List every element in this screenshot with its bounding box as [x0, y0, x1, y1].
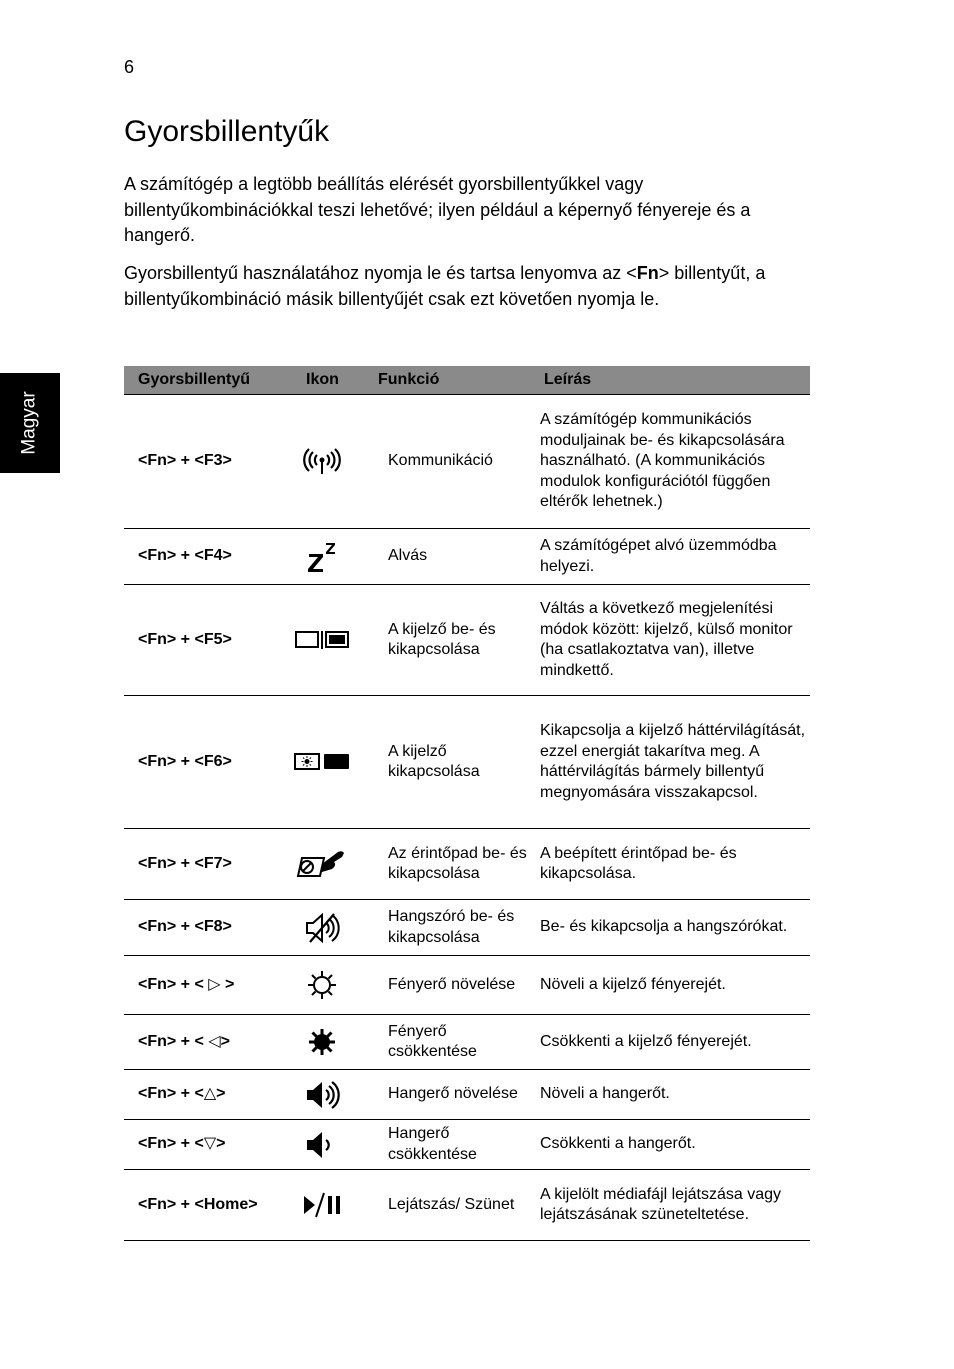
hotkey-cell: <Fn> + < ▷ > [124, 956, 284, 1015]
instruction-text-after: > billentyűt, a billentyűkombináció másik billentyűjét csak ezt követően nyomja le. [124, 263, 766, 309]
function-cell: A kijelző kikapcsolása [364, 696, 530, 829]
hotkey-cell: <Fn> + <F8> [124, 900, 284, 956]
description-cell: A kijelölt médiafájl lejátszása vagy lejátszásának szüneteltetése. [530, 1170, 810, 1241]
intro-paragraph: A számítógép a legtöbb beállítás elérését gyorsbillentyűkkel vagy billentyűkombinációkkal teszi lehetővé; ilyen például a képernyő fényereje és a hangerő. [124, 174, 751, 245]
page-number: 6 [124, 57, 135, 77]
display-toggle-icon [284, 585, 364, 696]
function-cell: Az érintőpad be- és kikapcsolása [364, 829, 530, 900]
table-row [124, 529, 810, 585]
table-row [124, 1120, 810, 1170]
description-cell: A számítógépet alvó üzemmódba helyezi. [530, 529, 810, 585]
table-row [124, 900, 810, 956]
table-row [124, 1015, 810, 1070]
description-cell: Váltás a következő megjelenítési módok között: kijelző, külső monitor (ha csatlakoztatva van), illetve mindkettő. [530, 585, 810, 696]
touchpad-toggle-icon [284, 829, 364, 900]
header-description: Leírás [530, 366, 810, 395]
description-cell: Csökkenti a hangerőt. [530, 1120, 810, 1170]
table-row [124, 956, 810, 1015]
page-title: Gyorsbillentyűk [124, 115, 330, 148]
volume-up-icon [284, 1070, 364, 1120]
brightness-down-icon [284, 1015, 364, 1070]
volume-down-icon [284, 1120, 364, 1170]
hotkey-cell: <Fn> + <△> [124, 1070, 284, 1120]
table-row [124, 829, 810, 900]
function-cell: Fényerő csökkentése [364, 1015, 530, 1070]
description-cell: Csökkenti a kijelző fényerejét. [530, 1015, 810, 1070]
function-cell: Hangerő növelése [364, 1070, 530, 1120]
hotkey-cell: <Fn> + < ◁> [124, 1015, 284, 1070]
function-cell: Fényerő növelése [364, 956, 530, 1015]
fn-key-label: Fn [636, 263, 659, 283]
function-cell: A kijelző be- és kikapcsolása [364, 585, 530, 696]
header-icon: Ikon [284, 366, 364, 395]
description-cell: Kikapcsolja a kijelző háttérvilágítását, ezzel energiát takarítva meg. A háttérvilágítás bármely billentyű megnyomására visszakapcsol. [530, 696, 810, 829]
table-row [124, 696, 810, 829]
description-cell: Növeli a hangerőt. [530, 1070, 810, 1120]
hotkey-cell: <Fn> + <F7> [124, 829, 284, 900]
description-cell: A számítógép kommunikációs moduljainak be- és kikapcsolására használható. (A kommunikációs modulok konfigurációtól függően eltérők lehetnek.) [530, 395, 810, 529]
language-side-tab [0, 373, 60, 473]
hotkey-table [124, 366, 810, 1241]
sleep-zz-icon [284, 529, 364, 585]
hotkey-cell: <Fn> + <F4> [124, 529, 284, 585]
function-cell: Hangszóró be- és kikapcsolása [364, 900, 530, 956]
table-row [124, 1170, 810, 1241]
table-row [124, 585, 810, 696]
table-row [124, 395, 810, 529]
language-side-tab-label: Magyar [19, 391, 41, 455]
description-cell: A beépített érintőpad be- és kikapcsolása. [530, 829, 810, 900]
description-cell: Növeli a kijelző fényerejét. [530, 956, 810, 1015]
play-pause-icon [284, 1170, 364, 1241]
hotkey-cell: <Fn> + <F5> [124, 585, 284, 696]
table-row [124, 1070, 810, 1120]
hotkey-cell: <Fn> + <F6> [124, 696, 284, 829]
hotkey-cell: <Fn> + <Home> [124, 1170, 284, 1241]
function-cell: Hangerő csökkentése [364, 1120, 530, 1170]
table-header-row [124, 366, 810, 395]
function-cell: Alvás [364, 529, 530, 585]
brightness-up-icon [284, 956, 364, 1015]
instruction-text-before: Gyorsbillentyű használatához nyomja le és tartsa lenyomva az < [124, 263, 637, 283]
speaker-mute-icon [284, 900, 364, 956]
description-cell: Be- és kikapcsolja a hangszórókat. [530, 900, 810, 956]
display-off-icon [284, 696, 364, 829]
wireless-communication-icon [284, 395, 364, 529]
header-hotkey: Gyorsbillentyű [124, 366, 284, 395]
hotkey-cell: <Fn> + <F3> [124, 395, 284, 529]
instruction-paragraph [124, 261, 814, 312]
header-function: Funkció [364, 366, 530, 395]
function-cell: Lejátszás/ Szünet [364, 1170, 530, 1241]
function-cell: Kommunikáció [364, 395, 530, 529]
hotkey-cell: <Fn> + <▽> [124, 1120, 284, 1170]
